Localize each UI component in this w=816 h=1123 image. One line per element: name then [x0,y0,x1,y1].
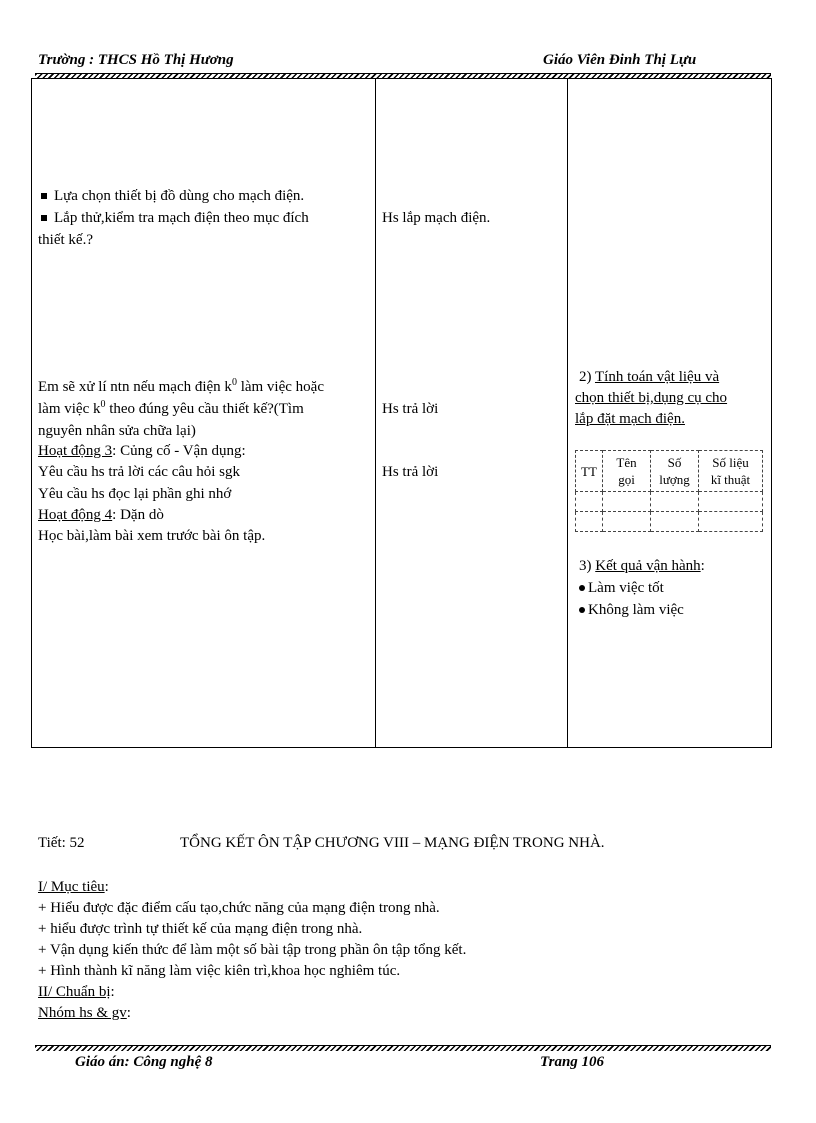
goal-item: + Hiểu được đặc điểm cấu tạo,chức năng của mạng điện trong nhà. [38,900,440,916]
header-cell-so-lieu: Số liệu kĩ thuật [699,451,763,492]
question-line: làm việc $k^0$ theo đúng yêu cầu thiết kế?(Tìm [38,399,304,417]
bullet-dot-icon [579,607,585,613]
goal-item: + Vận dụng kiến thức để làm một số bài tập trong phần ôn tập tổng kết. [38,942,467,958]
student-response: Hs trả lời [382,401,439,417]
student-response: Hs trả lời [382,464,439,480]
materials-table [575,450,763,532]
section-2-heading-cont: lắp đặt mạch điện. [575,411,685,427]
activity-3-item: Yêu cầu hs đọc lại phần ghi nhớ [38,486,232,502]
column-divider-2 [567,79,568,747]
activity-4-heading: Hoạt động 4: Dặn dò [38,507,164,523]
section-2-heading: 2) Tính toán vật liệu và [579,369,720,385]
table-header-row [576,451,763,492]
header-school: Trường : THCS Hồ Thị Hương [38,52,234,68]
lesson-title: TỔNG KẾT ÔN TẬP CHƯƠNG VIII – MẠNG ĐIỆN TRONG NHÀ. [180,835,605,851]
goal-item: + Hình thành kĩ năng làm việc kiên trì,khoa học nghiêm túc. [38,963,401,979]
footer-rule [35,1045,771,1051]
result-item: Làm việc tốt [579,577,664,599]
lesson-number: Tiết: 52 [38,835,85,851]
bullet-item: Lựa chọn thiết bị đồ dùng cho mạch điện. [38,185,304,207]
square-bullet-icon [41,193,47,199]
table-row [576,512,763,532]
prep-heading: II/ Chuẩn bị: [38,984,115,1000]
group-heading: Nhóm hs & gv: [38,1005,131,1021]
footer-page-number: Trang 106 [540,1054,605,1070]
header-teacher: Giáo Viên Đinh Thị Lựu [543,52,697,68]
question-line: Em sẽ xử lí ntn nếu mạch điện $k^0$ làm việc hoặc [38,377,324,395]
student-response: Hs lắp mạch điện. [382,210,491,226]
footer-subject: Giáo án: Công nghệ 8 [75,1054,213,1070]
header-cell-tt: TT [576,451,603,492]
square-bullet-icon [41,215,47,221]
goals-heading: I/ Mục tiêu: [38,879,109,895]
table-row [576,492,763,512]
activity-3-item: Yêu cầu hs trả lời các câu hỏi sgk [38,464,241,480]
bullet-item: Lắp thử,kiểm tra mạch điện theo mục đích [38,207,309,229]
activity-3-heading: Hoạt động 3: Củng cố - Vận dụng: [38,443,246,459]
header-cell-ten-goi: Tên gọi [603,451,651,492]
result-item: Không làm việc [579,599,684,621]
header-cell-so-luong: Số lượng [651,451,699,492]
section-2-heading-cont: chọn thiết bị,dụng cụ cho [575,390,728,406]
section-3-heading: 3) Kết quả vận hành: [579,558,705,574]
goal-item: + hiểu được trình tự thiết kế của mạng điện trong nhà. [38,921,363,937]
bullet-dot-icon [579,585,585,591]
question-line: nguyên nhân sửa chữa lại) [38,423,196,439]
column-divider-1 [375,79,376,747]
text-line: thiết kế.? [38,232,93,248]
activity-4-item: Học bài,làm bài xem trước bài ôn tập. [38,528,266,544]
